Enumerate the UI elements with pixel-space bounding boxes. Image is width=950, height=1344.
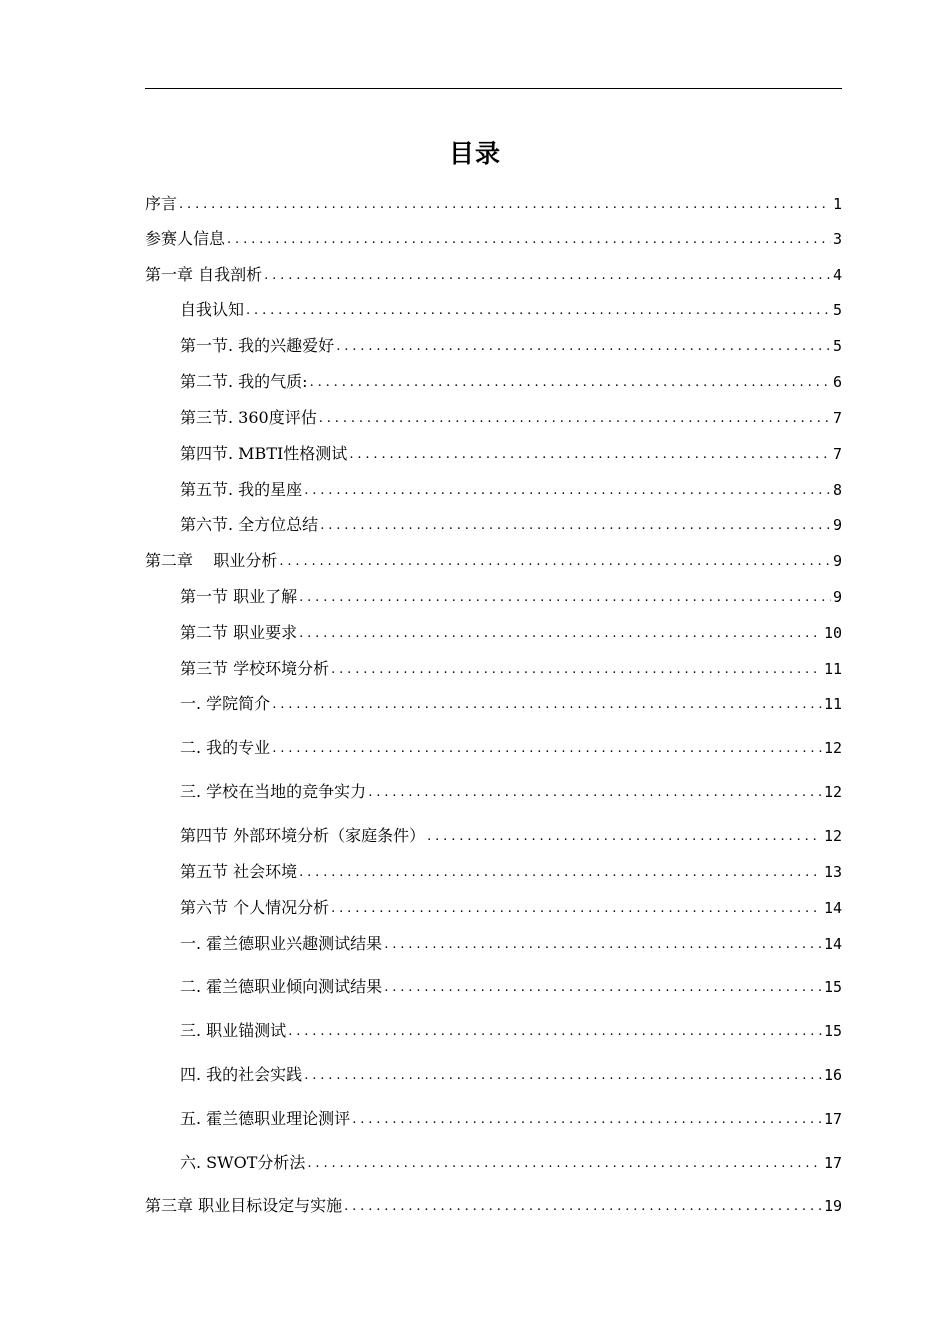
toc-entry[interactable]: [180, 621, 842, 645]
toc-entry[interactable]: [180, 334, 842, 358]
toc-entry[interactable]: [180, 860, 842, 884]
toc-page-number: 3: [832, 230, 842, 248]
toc-entry-label: 第六节 个人情况分析: [180, 898, 330, 917]
toc-entry-label: 第三节. 360度评估: [180, 408, 317, 427]
toc-entry[interactable]: [145, 263, 842, 287]
toc-entry-label: 三. 学校在当地的竞争实力: [180, 782, 367, 801]
toc-entry-label: 第二章 职业分析: [145, 551, 278, 570]
toc-entry-label: 第三章 职业目标设定与实施: [145, 1196, 343, 1215]
toc-entry[interactable]: [180, 1107, 842, 1131]
toc-entry[interactable]: [180, 478, 842, 502]
toc-page-number: 4: [832, 266, 842, 284]
toc-page-number: 5: [832, 337, 842, 355]
toc-entry-label: 六. SWOT分析法: [180, 1153, 306, 1172]
dot-leader: [384, 977, 822, 999]
toc-entry[interactable]: [145, 549, 842, 573]
toc-entry-label: 第一章 自我剖析: [145, 265, 263, 284]
toc-entry[interactable]: [180, 932, 842, 956]
toc-entry[interactable]: [145, 1194, 842, 1218]
toc-page-number: 8: [832, 481, 842, 499]
dot-leader: [304, 1065, 822, 1087]
dot-leader: [299, 862, 822, 884]
toc-entry-label: 一. 霍兰德职业兴趣测试结果: [180, 934, 383, 953]
toc-entry[interactable]: [180, 298, 842, 322]
toc-entry[interactable]: [180, 657, 842, 681]
dot-leader: [299, 623, 822, 645]
toc-page-number: 12: [823, 827, 842, 845]
dot-leader: [331, 898, 822, 920]
toc-page-number: 5: [832, 301, 842, 319]
dot-leader: [368, 782, 822, 804]
toc-entry[interactable]: [180, 975, 842, 999]
toc-title: 目录: [448, 139, 501, 168]
toc-page-number: 7: [832, 445, 842, 463]
toc-page-number: 12: [823, 739, 842, 757]
dot-leader: [227, 229, 831, 251]
toc-page-number: 16: [823, 1066, 842, 1084]
dot-leader: [331, 659, 822, 681]
dot-leader: [246, 300, 831, 322]
toc-entry[interactable]: [180, 1019, 842, 1043]
dot-leader: [336, 336, 831, 358]
dot-leader: [307, 1153, 822, 1175]
toc-page-number: 11: [823, 660, 842, 678]
dot-leader: [279, 551, 831, 573]
toc-entry[interactable]: [180, 370, 842, 394]
toc-page-number: 11: [823, 695, 842, 713]
toc-entry-label: 五. 霍兰德职业理论测评: [180, 1109, 351, 1128]
toc-entry-label: 四. 我的社会实践: [180, 1065, 303, 1084]
toc-entry-label: 自我认知: [180, 300, 245, 319]
toc-entry-label: 一. 学院简介: [180, 694, 271, 713]
toc-entry-label: 第二节 职业要求: [180, 623, 298, 642]
toc-entry[interactable]: [145, 192, 842, 216]
dot-leader: [352, 1109, 822, 1131]
toc-page-number: 7: [832, 409, 842, 427]
toc-page-number: 6: [832, 373, 842, 391]
toc-entry-label: 第三节 学校环境分析: [180, 659, 330, 678]
toc-page-number: 9: [832, 552, 842, 570]
dot-leader: [427, 826, 822, 848]
dot-leader: [319, 408, 831, 430]
toc-entry-label: 序言: [145, 194, 178, 213]
toc-entry-label: 第一节. 我的兴趣爱好: [180, 336, 335, 355]
toc-entry-label: 第五节. 我的星座: [180, 480, 303, 499]
toc-page-number: 15: [823, 978, 842, 996]
toc-entry[interactable]: [180, 824, 842, 848]
toc-entry[interactable]: [180, 585, 842, 609]
toc-entry-label: 二. 我的专业: [180, 738, 271, 757]
toc-page-number: 15: [823, 1022, 842, 1040]
dot-leader: [344, 1196, 822, 1218]
toc-entry-label: 第六节. 全方位总结: [180, 515, 319, 534]
toc-page-number: 14: [823, 935, 842, 953]
toc-page-number: 13: [823, 863, 842, 881]
toc-entry[interactable]: [180, 1063, 842, 1087]
toc-entry-label: 三. 职业锚测试: [180, 1021, 287, 1040]
dot-leader: [179, 194, 831, 216]
toc-page-number: 10: [823, 624, 842, 642]
dot-leader: [264, 265, 831, 287]
toc-page-number: 9: [832, 516, 842, 534]
toc-entry[interactable]: [180, 736, 842, 760]
toc-entry[interactable]: [145, 227, 842, 251]
header-rule: [145, 88, 842, 89]
toc-entry-label: 第一节 职业了解: [180, 587, 298, 606]
toc-entry-label: 第五节 社会环境: [180, 862, 298, 881]
dot-leader: [320, 515, 831, 537]
dot-leader: [304, 480, 831, 502]
dot-leader: [384, 934, 822, 956]
toc-page-number: 12: [823, 783, 842, 801]
dot-leader: [288, 1021, 822, 1043]
toc-entry[interactable]: [180, 780, 842, 804]
toc-page-number: 17: [823, 1110, 842, 1128]
toc-page-number: 19: [823, 1197, 842, 1215]
toc-entry-label: 第四节. MBTI性格测试: [180, 444, 348, 463]
dot-leader: [310, 372, 831, 394]
toc-entry-label: 二. 霍兰德职业倾向测试结果: [180, 977, 383, 996]
toc-page-number: 9: [832, 588, 842, 606]
toc-entry-label: 第四节 外部环境分析（家庭条件）: [180, 826, 426, 845]
toc-entry-label: 参赛人信息: [145, 229, 226, 248]
toc-page-number: 1: [832, 195, 842, 213]
toc-entry[interactable]: [180, 406, 842, 430]
toc-entry[interactable]: [180, 692, 842, 716]
dot-leader: [349, 444, 831, 466]
dot-leader: [272, 738, 822, 760]
toc-entry[interactable]: [180, 1151, 842, 1175]
toc-entry-label: 第二节. 我的气质:: [180, 372, 308, 391]
toc-entry[interactable]: [180, 513, 842, 537]
toc-page-number: 14: [823, 899, 842, 917]
toc-entry[interactable]: [180, 442, 842, 466]
toc-page-number: 17: [823, 1154, 842, 1172]
dot-leader: [272, 694, 822, 716]
toc-entry[interactable]: [180, 896, 842, 920]
dot-leader: [299, 587, 831, 609]
